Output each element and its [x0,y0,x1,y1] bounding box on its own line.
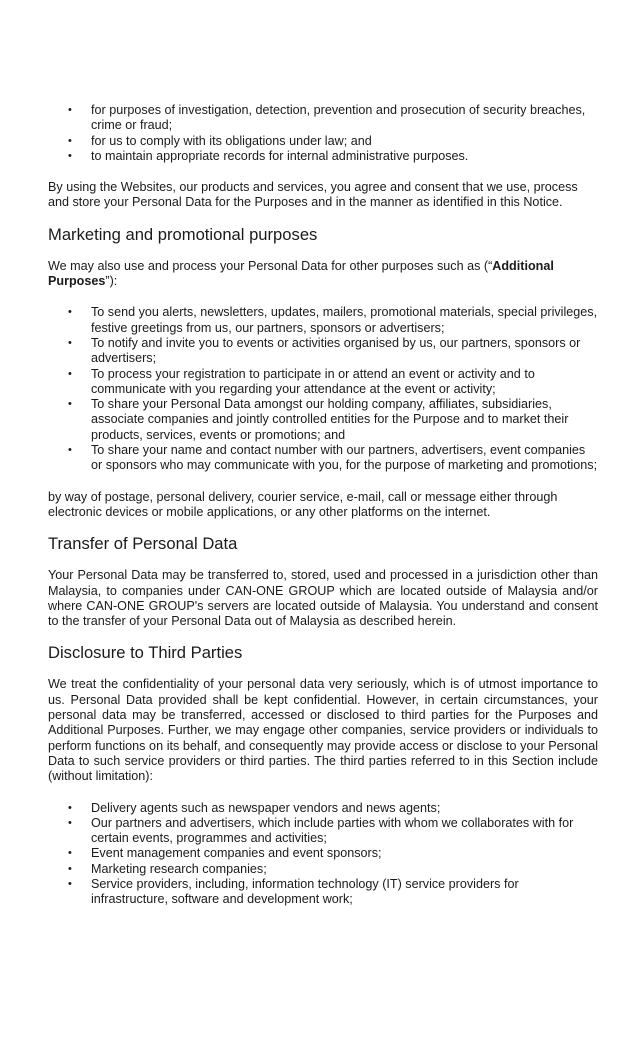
list-item: • To share your name and contact number with our partners, advertisers, event companies or sponsors who may communicate with you, for the purpose of marketing and promotions; [68,443,598,473]
bullet-icon: • [68,398,72,411]
bullet-icon: • [68,149,72,162]
list-item: • To process your registration to participate in or attend an event or activity and to communicate with you regarding your attendance at the event or activity; [68,366,535,396]
list-item: • for purposes of investigation, detection, prevention and prosecution of security breaches, crime or fraud; [68,103,586,133]
list-item: • to maintain appropriate records for internal administrative purposes. [68,148,469,163]
bullet-icon: • [68,306,72,319]
bullet-icon: • [68,816,72,829]
heading-marketing: Marketing and promotional purposes [48,224,318,244]
bullet-icon: • [68,444,72,457]
document-page [48,103,598,908]
bullet-icon: • [68,134,72,147]
list-item: • Service providers, including, information technology (IT) service providers for infrastructure, software and development work; [68,876,519,907]
purposes-list [48,103,598,164]
list-item: • Delivery agents such as newspaper vendors and news agents; [68,800,441,815]
additional-purposes-term: Additional Purposes [48,258,554,289]
heading-disclosure: Disclosure to Third Parties [48,643,243,663]
bullet-icon: • [68,336,72,349]
list-item: • Event management companies and event sponsors; [68,846,382,861]
bullet-icon: • [68,877,72,890]
disclosure-paragraph: We treat the confidentiality of your personal data very seriously, which is of utmost importance to us. Personal Data provided shall be kept confidential. However, in certain circumstances, your personal data may be transferred, accessed or disclosed to third parties for the Purposes and Additional Purposes. Further, we may engage other companies, service providers or individuals to perform functions on its behalf, and consequently may provide access or disclose to your Personal Data to such service providers or third parties. The third parties referred to in this Section include (without limitation): [48,677,598,784]
bullet-icon: • [68,862,72,875]
list-item: • Our partners and advertisers, which include parties with whom we collaborates with for certain events, programmes and activities; [68,815,574,846]
marketing-intro: We may also use and process your Personal Data for other purposes such as (“Additional Purposes”): [48,258,554,289]
bullet-icon: • [68,801,72,814]
list-item: • To notify and invite you to events or activities organised by us, our partners, sponsors or advertisers; [68,335,581,366]
marketing-closing: by way of postage, personal delivery, courier service, e-mail, call or message either through electronic devices or mobile applications, or any other platforms on the internet. [48,489,558,519]
bullet-icon: • [68,104,72,116]
heading-transfer: Transfer of Personal Data [48,534,238,554]
transfer-paragraph: Your Personal Data may be transferred to, stored, used and processed in a jurisdiction other than Malaysia, to companies under CAN-ONE GROUP which are located outside of Malaysia and/or where CAN-ONE GROUP's servers are located outside of Malaysia. You understand and consent to the transfer of your Personal Data out of Malaysia as described herein. [48,568,598,629]
list-item: • To send you alerts, newsletters, updates, mailers, promotional materials, special privileges, festive greetings from us, our partners, sponsors or advertisers; [68,305,598,335]
bullet-icon: • [68,367,72,380]
consent-paragraph: By using the Websites, our products and services, you agree and consent that we use, process and store your Personal Data for the Purposes and in the manner as identified in this Notice. [48,180,578,210]
list-item: • for us to comply with its obligations under law; and [68,133,372,148]
third-parties-list [48,801,598,908]
list-item: • To share your Personal Data amongst our holding company, affiliates, subsidiaries, associate companies and jointly controlled entities for the Purpose and to market their products, services, events or promotions; and [68,397,569,442]
bullet-icon: • [68,847,72,860]
marketing-list [48,305,598,473]
list-item: • Marketing research companies; [68,861,267,876]
